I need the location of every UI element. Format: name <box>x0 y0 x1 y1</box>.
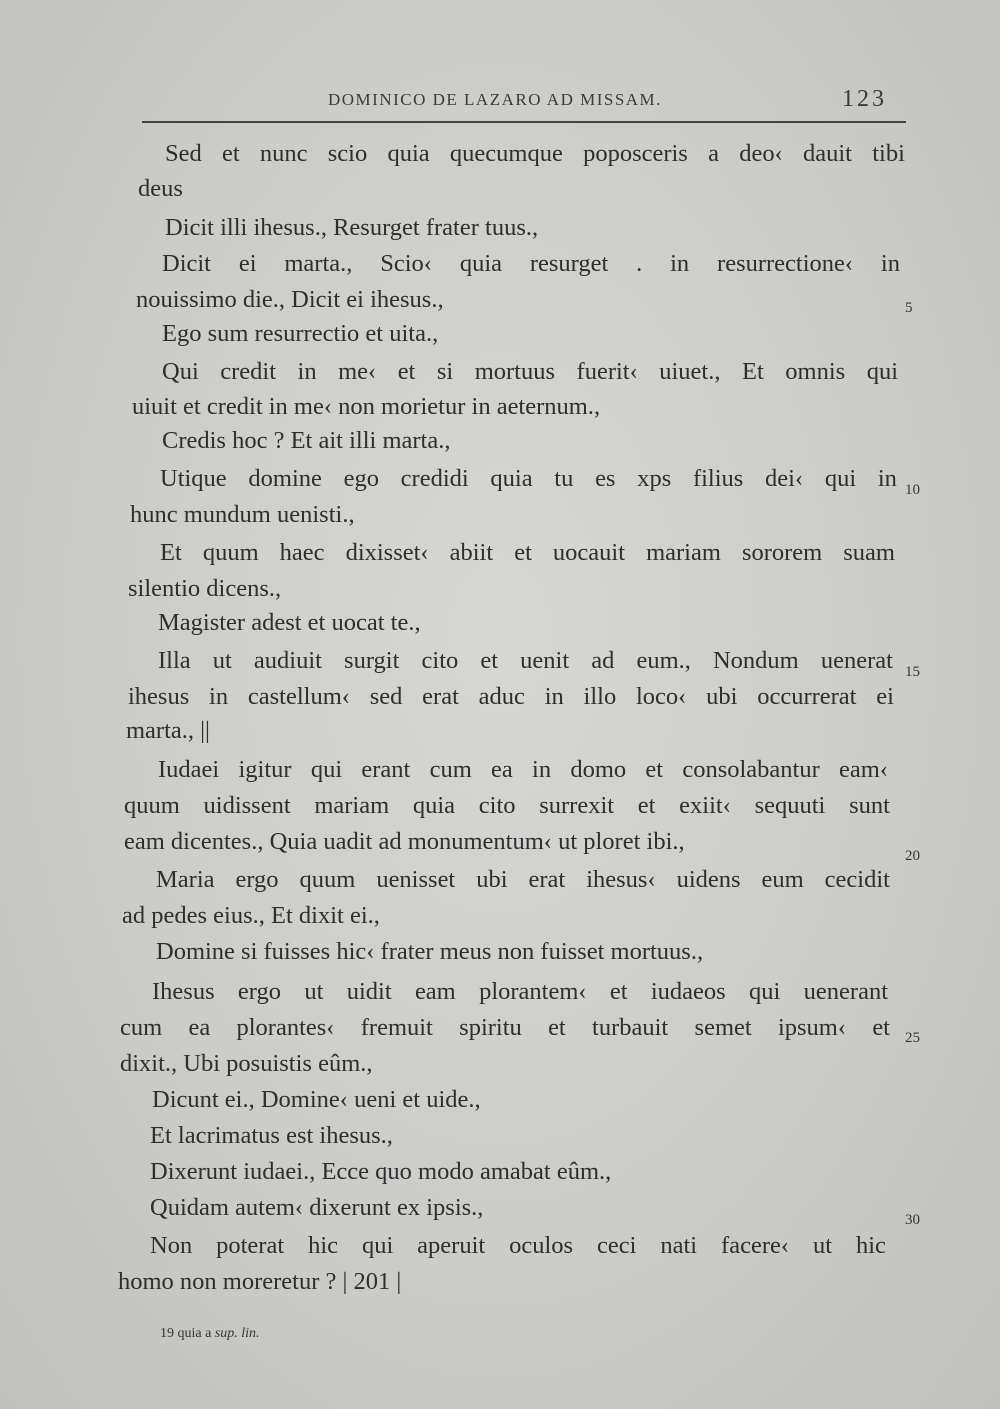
text-line: Dicunt ei., Domine‹ ueni et uide., <box>152 1086 481 1113</box>
text-line: Non poterat hic qui aperuit oculos ceci nati facere‹ ut hic <box>150 1232 886 1259</box>
line-number: 25 <box>905 1030 920 1046</box>
footnote-number: 19 <box>160 1326 174 1341</box>
text-line: silentio dicens., <box>128 575 282 602</box>
text-line: Dixerunt iudaei., Ecce quo modo amabat eûm., <box>150 1158 612 1185</box>
line-number: 5 <box>905 300 913 316</box>
footnote-note: sup. lin. <box>214 1326 260 1341</box>
running-head: DOMINICO DE LAZARO AD MISSAM. <box>328 90 662 109</box>
line-number: 15 <box>905 664 920 680</box>
text-line: Dicit illi ihesus., Resurget frater tuus., <box>165 214 539 241</box>
line-number: 10 <box>905 482 920 498</box>
text-line: Illa ut audiuit surgit cito et uenit ad eum., Nondum uenerat <box>158 647 893 674</box>
footnote-word: quia a <box>177 1326 212 1341</box>
text-line: Domine si fuisses hic‹ frater meus non fuisset mortuus., <box>156 938 704 965</box>
text-line: ad pedes eius., Et dixit ei., <box>122 902 380 929</box>
text-line: cum ea plorantes‹ fremuit spiritu et turbauit semet ipsum‹ et <box>120 1014 890 1041</box>
text-line: hunc mundum uenisti., <box>130 501 355 528</box>
text-line: Credis hoc ? Et ait illi marta., <box>162 427 451 454</box>
text-line: Magister adest et uocat te., <box>158 609 421 636</box>
text-line: Maria ergo quum uenisset ubi erat ihesus‹ uidens eum cecidit <box>156 866 890 893</box>
text-line: Sed et nunc scio quia quecumque poposceris a deo‹ dauit tibi <box>165 140 905 167</box>
text-line: Qui credit in me‹ et si mortuus fuerit‹ uiuet., Et omnis qui <box>162 358 898 385</box>
footnote <box>160 1326 260 1342</box>
text-line: Quidam autem‹ dixerunt ex ipsis., <box>150 1194 484 1221</box>
text-line: uiuit et credit in me‹ non morietur in aeternum., <box>132 393 601 420</box>
page-number: 123 <box>842 86 887 112</box>
text-line: ihesus in castellum‹ sed erat aduc in illo loco‹ ubi occurrerat ei <box>128 683 894 710</box>
text-line: Iudaei igitur qui erant cum ea in domo et consolabantur eam‹ <box>158 756 888 783</box>
header-rule <box>142 121 906 123</box>
text-line: deus <box>138 175 183 202</box>
text-line: nouissimo die., Dicit ei ihesus., <box>136 286 444 313</box>
text-line: Ego sum resurrectio et uita., <box>162 320 439 347</box>
text-line: dixit., Ubi posuistis eûm., <box>120 1050 373 1077</box>
text-line: homo non moreretur ? | 201 | <box>118 1268 402 1295</box>
text-line: Et lacrimatus est ihesus., <box>150 1122 393 1149</box>
line-number: 20 <box>905 848 920 864</box>
text-line: eam dicentes., Quia uadit ad monumentum‹ ut ploret ibi., <box>124 828 685 855</box>
text-line: Ihesus ergo ut uidit eam plorantem‹ et iudaeos qui uenerant <box>152 978 888 1005</box>
text-line: quum uidissent mariam quia cito surrexit et exiit‹ sequuti sunt <box>124 792 890 819</box>
text-line: Dicit ei marta., Scio‹ quia resurget . in resurrectione‹ in <box>162 250 900 277</box>
text-line: Utique domine ego credidi quia tu es xps filius dei‹ qui in <box>160 465 897 492</box>
text-line: marta., || <box>126 717 210 744</box>
line-number: 30 <box>905 1212 920 1228</box>
text-line: Et quum haec dixisset‹ abiit et uocauit mariam sororem suam <box>160 539 895 566</box>
